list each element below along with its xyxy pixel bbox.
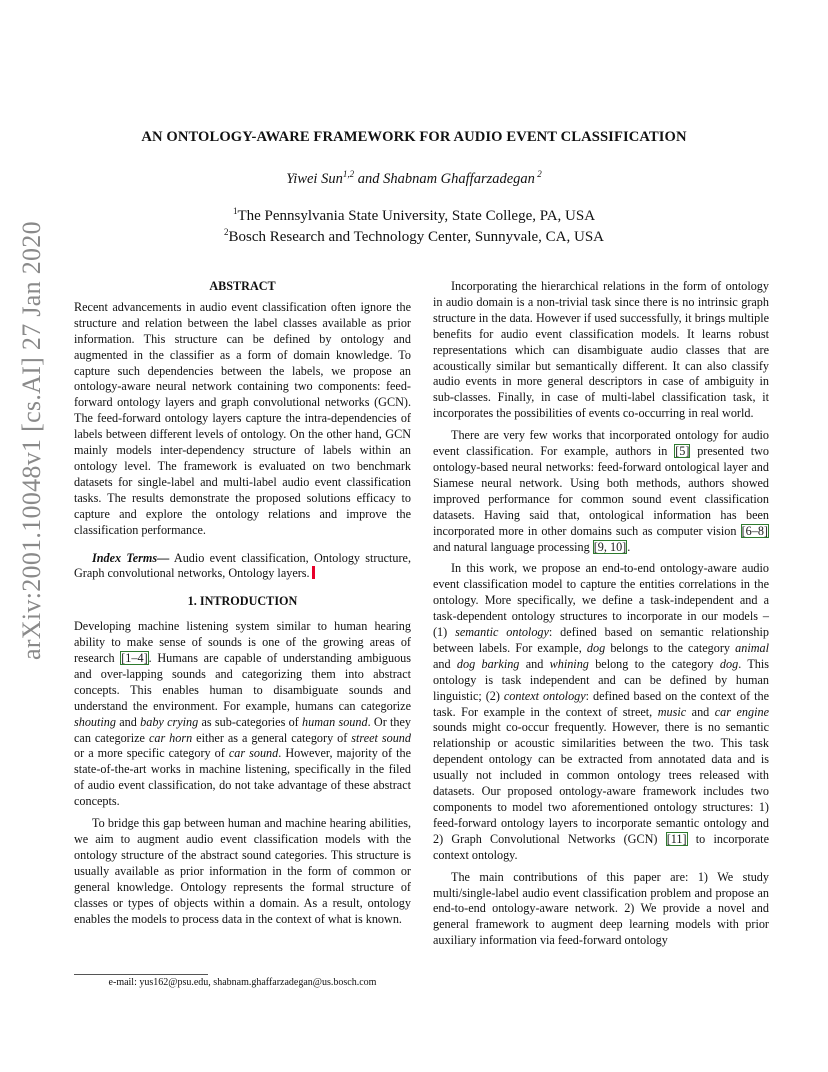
author-affiliation-marker: 2 <box>534 169 542 179</box>
abstract-text: Recent advancements in audio event classification often ignore the structure and relation between the label classes available as prior information. This structure can be defined by ontology and augmented in the classifier as a form of domain knowledge. To capture such dependencies between the labels, we propose an ontology-aware neural network containing two components: feed-forward ontology layers and graph convolutional networks (GCN). The feed-forward ontology layers capture the intra-dependencies of labels between different levels of ontology. On the other hand, GCN mainly models inter-dependency structure of labels within an ontology level. The framework is evaluated on two benchmark datasets for single-label and multi-label audio event classification tasks. The results demonstrate the proposed solutions efficacy to capture and explore the ontology relations and improve the classification performance. <box>74 299 411 537</box>
citation-link[interactable]: [11] <box>666 831 687 846</box>
affiliation-line <box>0 206 828 225</box>
citation-link[interactable]: [9, 10] <box>593 539 627 554</box>
affiliation-text: The Pennsylvania State University, State College, PA, USA <box>237 208 596 224</box>
right-column <box>433 279 769 949</box>
section-heading-introduction: 1. INTRODUCTION <box>187 594 298 609</box>
intro-paragraph-2: To bridge this gap between human and machine hearing abilities, we aim to augment audio event classification models with the ontology structure of the abstract sound categories. This structure is usually available as prior information in the form of common or general knowledge. Ontology represents the formal structure of classes or types of objects within a domain. As a result, ontology enables the models to process data in the context of what is known. <box>74 816 411 926</box>
cursor-marker <box>312 566 315 579</box>
affiliation-line <box>0 227 828 246</box>
affiliation-marker: 1 <box>232 206 238 216</box>
intro-paragraph-1: Developing machine listening system similar to human hearing ability to make sense of sounds is one of the growing areas of research [1–4]. Humans are capable of understanding ambiguous and over-lapping sounds and categorizing them into abstract concepts. This enables human to disambiguate sounds and understand the environment. For example, humans can categorize shouting and baby crying as sub-categories of human sound. Or they can categorize car horn either as a general category of street sound or a more specific category of car sound. However, majority of the state-of-the-art works in machine listening, specifically in the filed of audio event classification, do not take advantage of these abstract concepts. <box>74 619 412 809</box>
citation-link[interactable]: [1–4] <box>121 651 148 666</box>
author-affiliation-marker: 1,2 <box>342 169 355 179</box>
body-paragraph-1: Incorporating the hierarchical relations in the form of ontology in audio domain is a non-trivial task since there is no intrinsic graph structure in the data. However if used successfully, it brings multiple benefits for audio event classification models. It learns robust representations which can disambiguate audio classes that are acoustically similar but semantically different. It can also classify audio events in more general descriptors in case of ambiguity in sub-classes. Finally, in case of multi-label classification task, it incorporates the possibilities of events co-occurring in real world. <box>433 279 769 421</box>
index-terms-text: Audio event classification, Ontology structure, Graph convolutional networks, Ontology layers. <box>74 550 411 581</box>
left-column <box>74 279 411 927</box>
body-paragraph-4: The main contributions of this paper are: 1) We study multi/single-label audio event classification problem and propose an end-to-end ontology-aware network. 2) We provide a novel and general framework to augment deep learning models with prior auxiliary information via feed-forward ontology <box>433 869 769 948</box>
affiliation-text: Bosch Research and Technology Center, Sunnyvale, CA, USA <box>228 229 604 245</box>
author-name: Shabnam Ghaffarzadegan <box>383 170 535 187</box>
body-paragraph-2: There are very few works that incorporated ontology for audio event classification. For example, authors in [5] presented two ontology-based neural networks: feed-forward ontological layer and Siamese neural network. Using both methods, authors showed improved performance for common sound event classification datasets. Having said that, ontological information has been incorporated more in other domains such as computer vision [6–8] and natural language processing [9, 10]. <box>433 428 769 554</box>
index-terms-label: Index Terms— <box>92 550 170 565</box>
abstract-heading: ABSTRACT <box>209 279 276 293</box>
author-conjunction: and <box>354 170 384 187</box>
footnote-email: e-mail: yus162@psu.edu, shabnam.ghaffarzadegan@us.bosch.com <box>108 977 377 988</box>
footnote-divider <box>74 974 208 975</box>
arxiv-identifier-stamp: arXiv:2001.10048v1 [cs.AI] 27 Jan 2020 <box>17 221 46 660</box>
body-paragraph-3: In this work, we propose an end-to-end ontology-aware audio event classification model to capture the entities correlations in the ontology. More specifically, we define a task-independent and a task-dependent ontology structures to incorporate in our models – (1) semantic ontology: defined based on semantic relationship between labels. For example, dog belongs to the category animal and dog barking and whining belong to the category dog. This ontology is task independent and can be defined by human linguistic; (2) context ontology: defined based on the context of the task. For example in the context of street, music and car engine sounds might co-occur frequently. However, there is no semantic relationship or acoustic similarities between the two. This task dependent ontology can be extracted from annotated data and is usually not included in common ontology trees released with datasets. Our proposed ontology-aware framework includes two components to model two aforementioned ontology structures: 1) feed-forward ontology layers to incorporate semantic ontology and 2) Graph Convolutional Networks (GCN) [11] to incorporate context ontology. <box>433 561 770 862</box>
paper-title: AN ONTOLOGY-AWARE FRAMEWORK FOR AUDIO EVENT CLASSIFICATION <box>141 129 687 145</box>
affiliation-marker: 2 <box>223 227 229 237</box>
citation-link[interactable]: [5] <box>675 444 690 459</box>
author-line <box>0 169 828 188</box>
citation-link[interactable]: [6–8] <box>741 523 768 538</box>
author-name: Yiwei Sun <box>286 170 343 187</box>
index-terms <box>74 551 411 583</box>
